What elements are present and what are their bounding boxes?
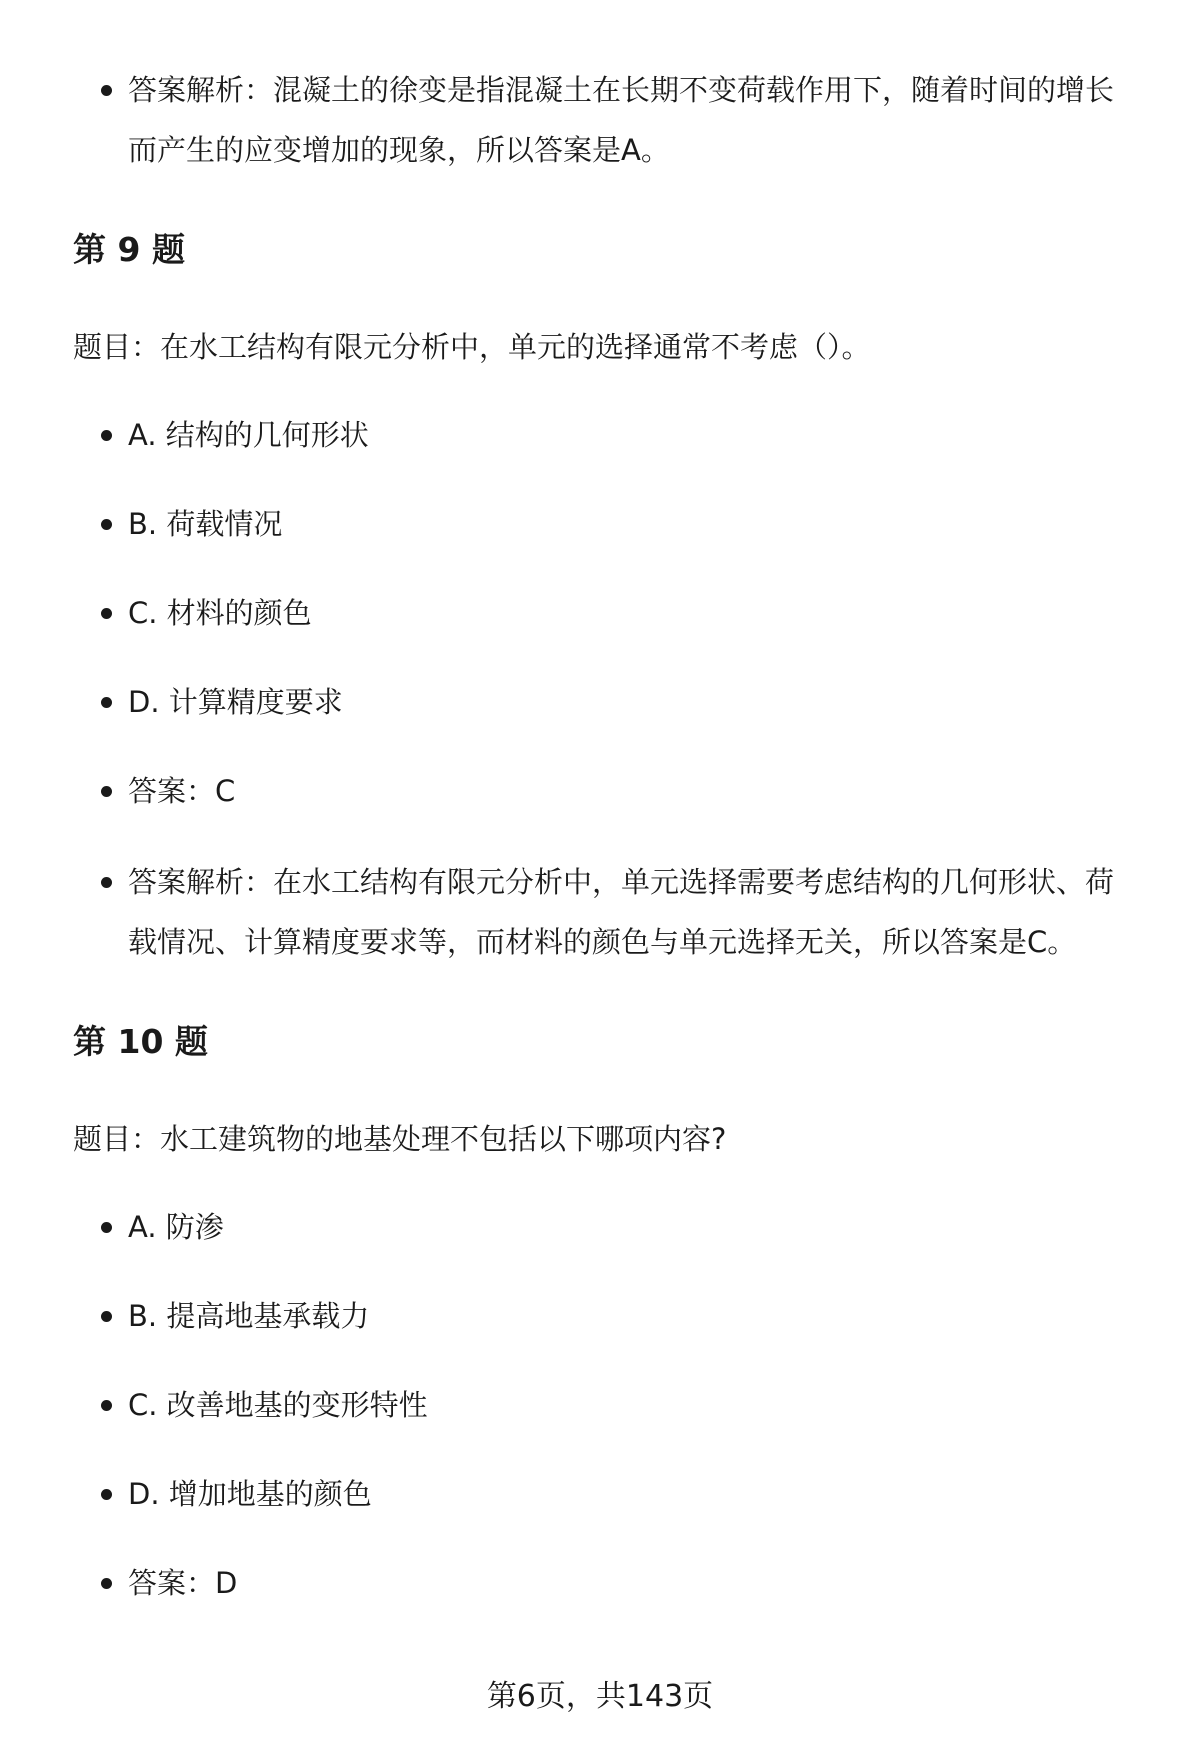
q9-option-a: A. 结构的几何形状 [128, 405, 1138, 465]
q10-heading: 第 10 题 [73, 1022, 208, 1061]
page-number-footer: 第6页，共143页 [486, 1679, 714, 1714]
q10-option-b: B. 提高地基承载力 [128, 1286, 1138, 1346]
q10-option-c: C. 改善地基的变形特性 [128, 1375, 1138, 1435]
q9-answer: 答案：C [128, 761, 1138, 821]
q9-stem: 题目：在水工结构有限元分析中，单元的选择通常不考虑（）。 [73, 330, 871, 364]
q10-answer: 答案：D [128, 1553, 1138, 1613]
q9-heading: 第 9 题 [73, 230, 185, 269]
q9-explanation: 答案解析：在水工结构有限元分析中，单元选择需要考虑结构的几何形状、荷载情况、计算精度要求等，而材料的颜色与单元选择无关，所以答案是C。 [128, 852, 1138, 972]
q10-option-a: A. 防渗 [128, 1197, 1138, 1257]
q9-option-b: B. 荷载情况 [128, 494, 1138, 554]
q9-option-d: D. 计算精度要求 [128, 672, 1138, 732]
q9-option-c: C. 材料的颜色 [128, 583, 1138, 643]
q8-explanation: 答案解析：混凝土的徐变是指混凝土在长期不变荷载作用下，随着时间的增长而产生的应变增加的现象，所以答案是A。 [128, 60, 1138, 180]
q10-option-d: D. 增加地基的颜色 [128, 1464, 1138, 1524]
q10-stem: 题目：水工建筑物的地基处理不包括以下哪项内容? [73, 1122, 727, 1156]
